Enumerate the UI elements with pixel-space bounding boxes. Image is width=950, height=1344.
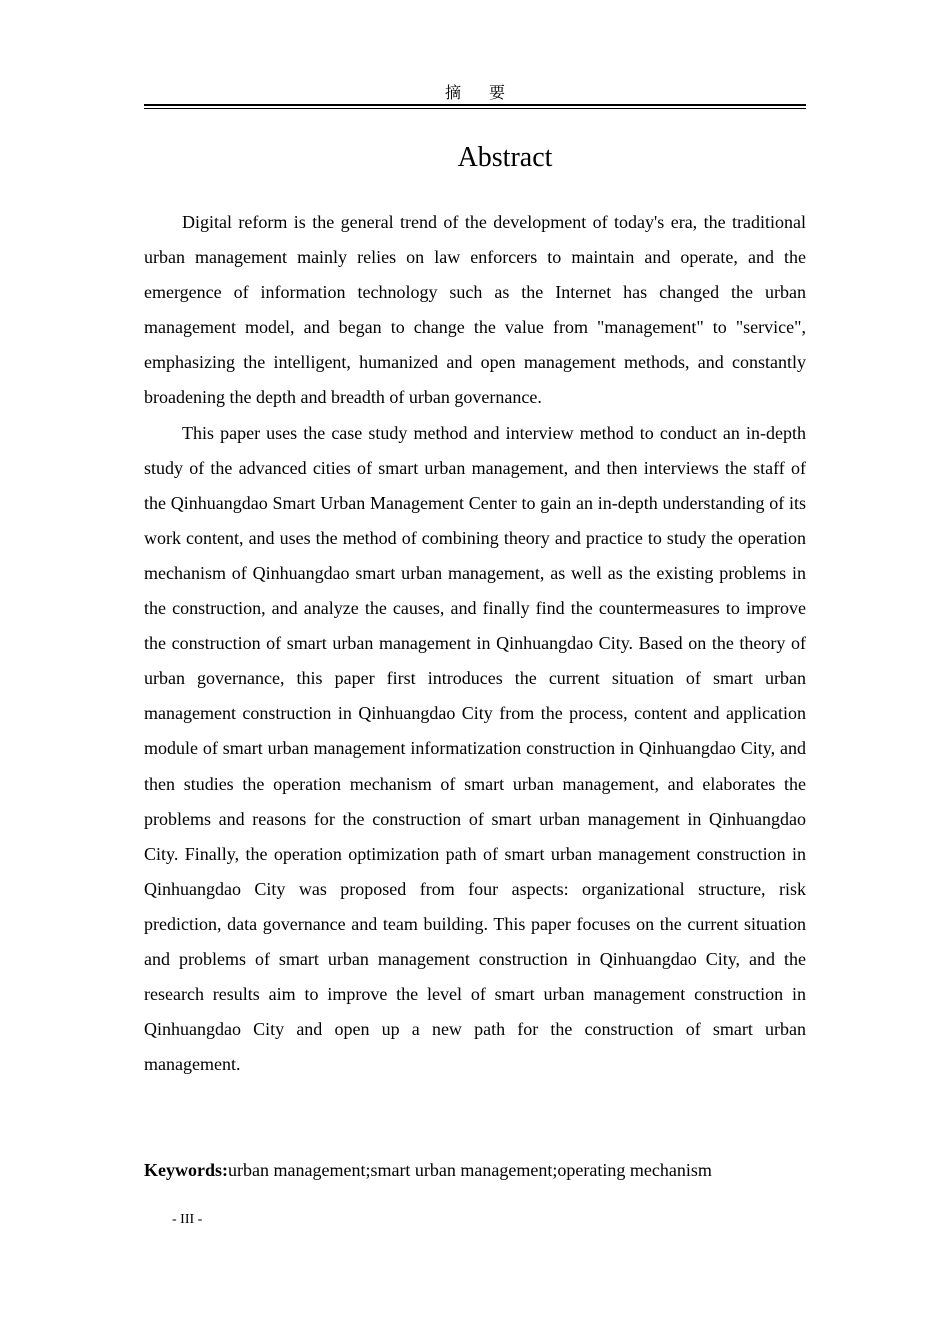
abstract-paragraph-2: This paper uses the case study method and interview method to conduct an in-depth study of the advanced cities of smart urban management, and then interviews the staff of the Qinhuangdao Smart Urban Management Center to gain an in-depth understanding of its work content, and uses the method of combining theory and practice to study the operation mechanism of Qinhuangdao smart urban management, as well as the existing problems in the construction, and analyze the causes, and finally find the countermeasures to improve the construction of smart urban management in Qinhuangdao City. Based on the theory of urban governance, this paper first introduces the current situation of smart urban management construction in Qinhuangdao City from the process, content and application module of smart urban management informatization construction in Qinhuangdao City, and then studies the operation mechanism of smart urban management, and elaborates the problems and reasons for the construction of smart urban management in Qinhuangdao City. Finally, the operation optimization path of smart urban management construction in Qinhuangdao City was proposed from four aspects: organizational structure, risk prediction, data governance and team building. This paper focuses on the current situation and problems of smart urban management construction in Qinhuangdao City, and the research results aim to improve the level of smart urban management construction in Qinhuangdao City and open up a new path for the construction of smart urban management. bbox=[144, 422, 806, 1075]
abstract-paragraph-1: Digital reform is the general trend of the development of today's era, the traditional urban management mainly relies on law enforcers to maintain and operate, and the emergence of information technology such as the Internet has changed the urban management model, and began to change the value from "management" to "service", emphasizing the intelligent, humanized and open management methods, and constantly broadening the depth and breadth of urban governance. bbox=[144, 212, 806, 408]
keywords-value: urban management;smart urban management;operating mechanism bbox=[228, 1160, 712, 1180]
page-number: - III - bbox=[172, 1212, 203, 1227]
abstract-body bbox=[144, 205, 806, 1082]
keywords-line bbox=[144, 1154, 806, 1186]
keywords-label: Keywords: bbox=[144, 1160, 228, 1180]
header-rule-thin bbox=[144, 108, 806, 109]
running-header: 摘 要 bbox=[444, 85, 517, 102]
header-rule-thick bbox=[144, 104, 806, 106]
page-title: Abstract bbox=[457, 142, 553, 173]
